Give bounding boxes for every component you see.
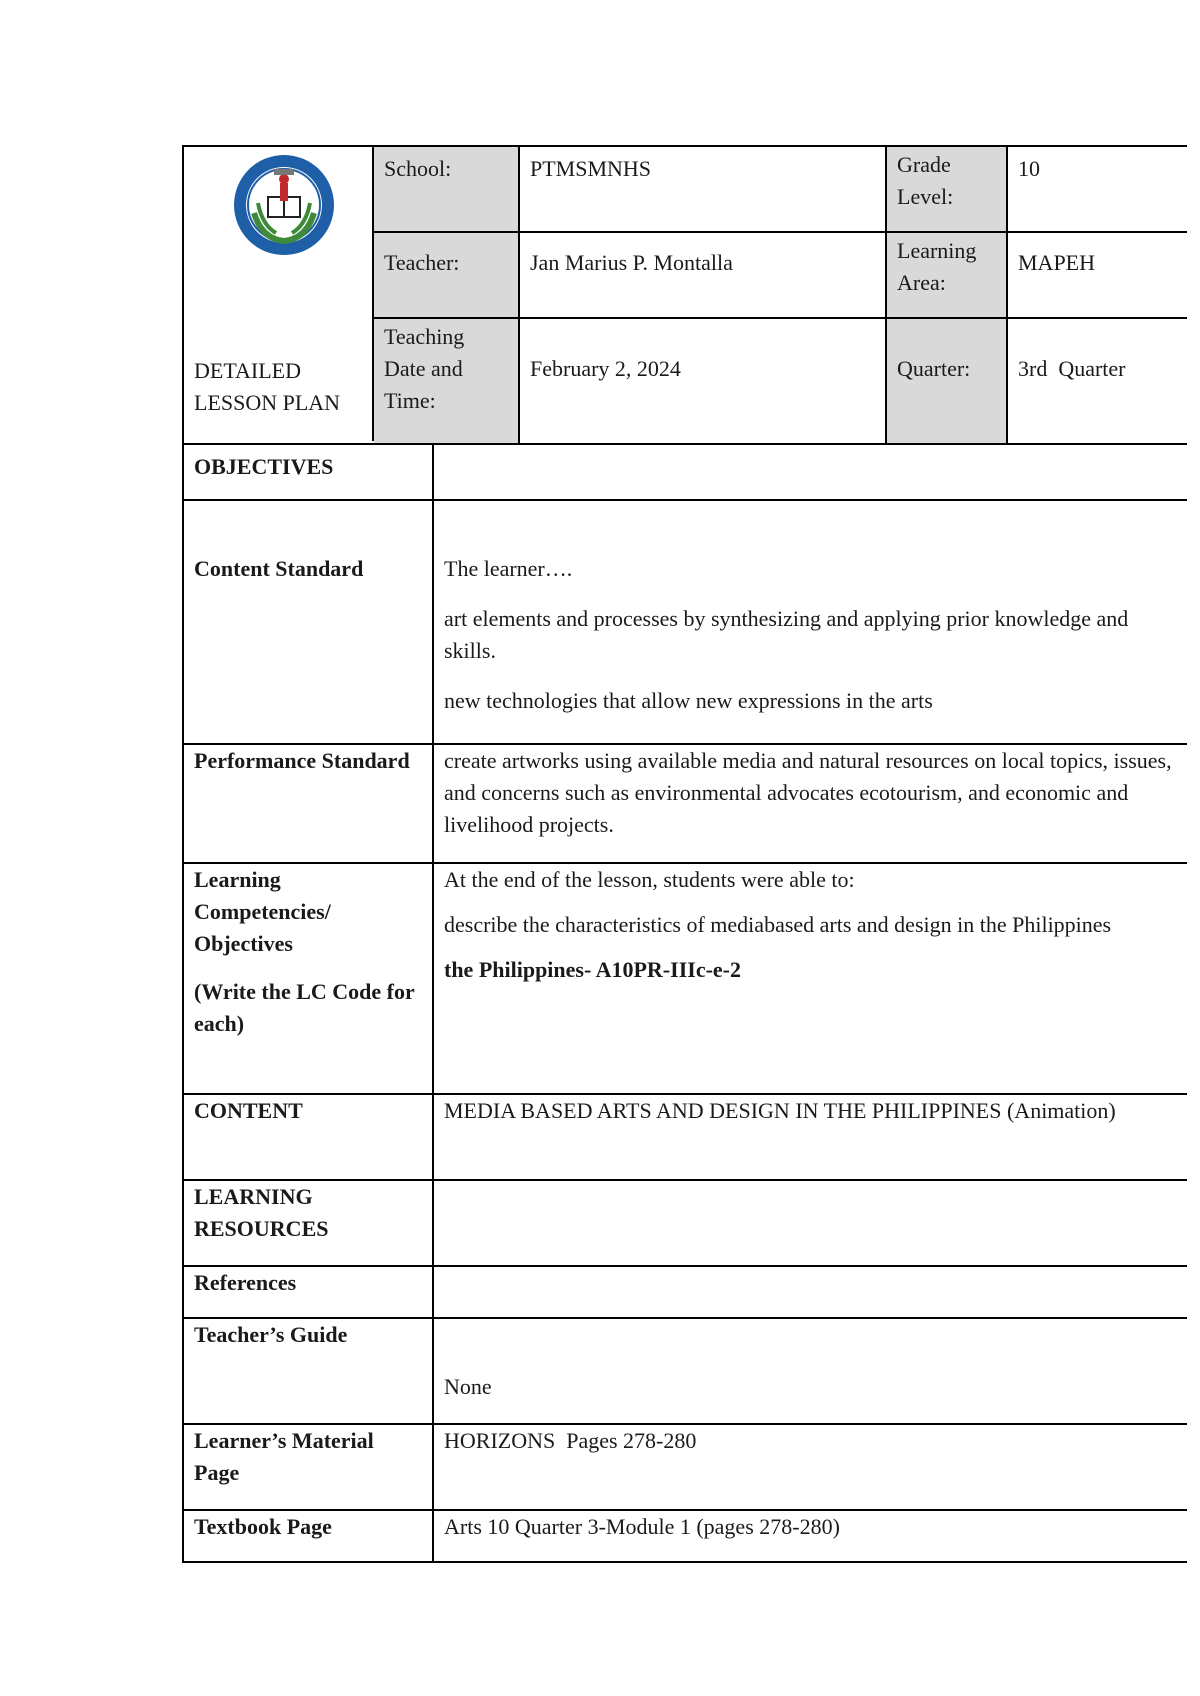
- row-performance-standard: [184, 745, 1187, 864]
- lesson-plan-table: [182, 145, 1187, 1563]
- textbook-label: Textbook Page: [184, 1511, 434, 1561]
- content-value: MEDIA BASED ARTS AND DESIGN IN THE PHILIPPINES (Animation): [444, 1098, 1116, 1123]
- area-value: MAPEH: [1018, 250, 1096, 275]
- competencies-value: [434, 864, 1187, 1093]
- resources-value: [434, 1181, 1187, 1265]
- document-title: DETAILED LESSON PLAN: [194, 358, 341, 415]
- content-label: CONTENT: [184, 1095, 434, 1179]
- competencies-note: (Write the LC Code for each): [194, 979, 415, 1036]
- competencies-objective: describe the characteristics of mediabased arts and design in the Philippines: [444, 912, 1112, 937]
- learners-material-value: HORIZONS Pages 278-280: [444, 1428, 697, 1453]
- grade-value: 10: [1018, 156, 1040, 181]
- references-value: [434, 1267, 1187, 1317]
- row-teachers-guide: [184, 1319, 1187, 1425]
- competencies-label-cell: [184, 864, 434, 1093]
- competencies-intro: At the end of the lesson, students were able to:: [444, 867, 855, 892]
- performance-standard-label: Performance Standard: [184, 745, 434, 862]
- competencies-label: Learning Competencies/ Objectives: [194, 867, 331, 956]
- row-learning-resources: [184, 1181, 1187, 1267]
- teachers-guide-label: Teacher’s Guide: [184, 1319, 434, 1423]
- row-content: [184, 1095, 1187, 1181]
- date-label: Teaching Date and Time:: [374, 319, 520, 443]
- header-row-school: [374, 147, 1187, 233]
- teachers-guide-value: None: [444, 1374, 492, 1399]
- textbook-value: Arts 10 Quarter 3-Module 1 (pages 278-280): [444, 1514, 840, 1539]
- resources-label: LEARNING RESOURCES: [184, 1181, 434, 1265]
- content-standard-label: Content Standard: [184, 501, 434, 743]
- content-standard-line: The learner….: [444, 556, 573, 581]
- references-label: References: [184, 1267, 434, 1317]
- content-standard-line: art elements and processes by synthesizing and applying prior knowledge and skills.: [444, 606, 1129, 663]
- school-value: PTMSMNHS: [520, 147, 887, 231]
- row-learners-material: [184, 1425, 1187, 1511]
- grade-label: Grade Level:: [887, 147, 1008, 231]
- row-references: [184, 1267, 1187, 1319]
- school-seal-icon: [232, 153, 336, 257]
- content-standard-value: [434, 501, 1187, 743]
- objectives-value: [434, 445, 1187, 499]
- teacher-value: Jan Marius P. Montalla: [520, 233, 887, 317]
- quarter-value: 3rd Quarter: [1018, 356, 1126, 381]
- row-competencies: [184, 864, 1187, 1095]
- date-value: February 2, 2024: [520, 319, 887, 443]
- teacher-label: Teacher:: [374, 233, 520, 317]
- content-standard-line: new technologies that allow new expressions in the arts: [444, 688, 933, 713]
- row-objectives: [184, 445, 1187, 501]
- header-row-date: [374, 319, 1187, 443]
- school-label: School:: [374, 147, 520, 231]
- area-label: Learning Area:: [887, 233, 1008, 317]
- row-textbook: [184, 1511, 1187, 1563]
- logo-cell: [184, 147, 374, 441]
- header-grid: [374, 147, 1187, 443]
- quarter-label: Quarter:: [887, 319, 1008, 443]
- header-row-teacher: [374, 233, 1187, 319]
- objectives-label: OBJECTIVES: [184, 445, 434, 499]
- learners-material-label: Learner’s Material Page: [184, 1425, 434, 1509]
- performance-standard-value: create artworks using available media and natural resources on local topics, issues, and concerns such as environmental advocates ecotourism, and economic and livelihood projects.: [444, 748, 1172, 837]
- row-content-standard: [184, 501, 1187, 745]
- competencies-code: the Philippines- A10PR-IIIc-e-2: [444, 957, 741, 982]
- header-block: [184, 147, 1187, 445]
